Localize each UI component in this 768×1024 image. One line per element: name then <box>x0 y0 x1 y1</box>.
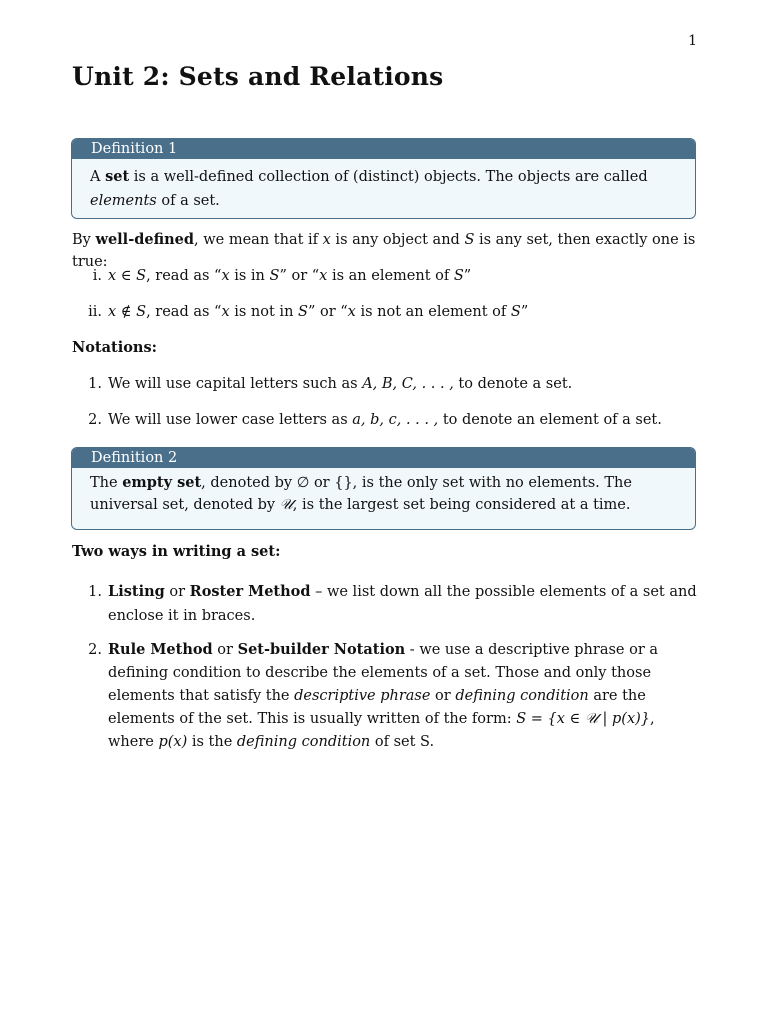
text: or <box>164 584 190 600</box>
list-marker: ii. <box>88 304 102 320</box>
term-rule-method: Rule Method <box>108 641 213 658</box>
page-number: 1 <box>688 33 697 49</box>
text: to denote an element of a set. <box>438 412 662 428</box>
text: is the <box>187 734 237 750</box>
term-set: set <box>105 168 130 185</box>
text: By <box>72 232 96 248</box>
text: ” <box>520 304 529 320</box>
list-item-text <box>108 408 697 432</box>
term-empty-set: empty set <box>122 474 202 491</box>
math: x ∈ S <box>108 268 147 284</box>
term-descriptive-phrase: descriptive phrase <box>294 688 431 704</box>
math: x <box>322 232 331 248</box>
page-title: Unit 2: Sets and Relations <box>72 62 444 91</box>
math: S = {x ∈ 𝒰 | p(x)} <box>516 711 651 727</box>
math: A, B, C, . . . , <box>362 376 454 392</box>
term-listing: Listing <box>108 583 165 600</box>
term-well-defined: well-defined <box>95 231 195 248</box>
text: is not in <box>229 304 299 320</box>
text: is not an element of <box>355 304 511 320</box>
list-item-text <box>108 580 697 628</box>
list-marker: 2. <box>88 642 102 658</box>
text: ” or “ <box>279 268 320 284</box>
definition-1-header: Definition 1 <box>72 139 695 159</box>
text: is an element of <box>327 268 454 284</box>
math: x <box>221 304 230 320</box>
term-elements: elements <box>90 192 157 209</box>
text: We will use lower case letters as <box>108 412 353 428</box>
text: of set S. <box>370 734 435 750</box>
math: 𝒰 <box>279 497 293 513</box>
list-marker: 2. <box>88 412 102 428</box>
list-item-text <box>108 638 697 754</box>
text: to denote a set. <box>453 376 573 392</box>
math: S <box>510 304 521 320</box>
math: x <box>347 304 356 320</box>
text: is any set, then exactly one is true: <box>72 232 696 270</box>
text: , we mean that if <box>194 232 323 248</box>
text: , is the largest set being considered at a time. <box>292 497 631 513</box>
text: A <box>90 169 106 185</box>
text: are the elements of the set. This is usually written of the form: <box>108 688 646 727</box>
list-marker: i. <box>92 268 102 284</box>
definition-2-box <box>71 447 696 530</box>
math: S <box>298 304 308 320</box>
ways-heading: Two ways in writing a set: <box>72 543 281 560</box>
text: , read as “ <box>146 268 222 284</box>
math: x <box>319 268 328 284</box>
text: We will use capital letters such as <box>108 376 363 392</box>
text: ” <box>463 268 472 284</box>
math: S <box>453 268 464 284</box>
text: – we list down all the possible elements of a set and enclose it in braces. <box>108 584 697 624</box>
math: p(x) <box>158 734 188 750</box>
definition-2-body <box>72 468 695 522</box>
text: , read as “ <box>146 304 222 320</box>
text: , where <box>108 711 655 750</box>
term-roster-method: Roster Method <box>189 583 311 600</box>
list-item-text <box>108 372 697 396</box>
text: is any object and <box>330 232 465 248</box>
math: S <box>464 232 475 248</box>
text: or <box>430 688 456 704</box>
list-marker: 1. <box>88 376 102 392</box>
definition-1-body <box>72 159 695 219</box>
list-marker: 1. <box>88 584 102 600</box>
math: x <box>221 268 230 284</box>
list-item-text <box>108 264 697 288</box>
text: - we use a descriptive phrase or a defining condition to describe the elements of a set. Those and only those elements that satisfy the <box>108 642 659 704</box>
text: , denoted by ∅ or {}, is the only set with no elements. The universal set, denoted by <box>90 475 632 513</box>
text: is in <box>229 268 270 284</box>
text: The <box>90 475 123 491</box>
text: ” or “ <box>307 304 348 320</box>
text: of a set. <box>156 192 220 209</box>
text: is a well-defined collection of (distinct) objects. The objects are called <box>129 169 648 185</box>
math: x ∉ S <box>108 304 147 320</box>
list-item-text <box>108 300 697 324</box>
definition-1-box <box>71 138 696 219</box>
math: S <box>269 268 280 284</box>
notations-heading: Notations: <box>72 339 157 356</box>
math: a, b, c, . . . , <box>352 412 439 428</box>
term-defining-condition: defining condition <box>455 688 589 704</box>
text: or <box>212 642 238 658</box>
definition-2-header: Definition 2 <box>72 448 695 468</box>
term-defining-condition: defining condition <box>236 734 371 750</box>
term-set-builder-notation: Set-builder Notation <box>237 641 406 658</box>
